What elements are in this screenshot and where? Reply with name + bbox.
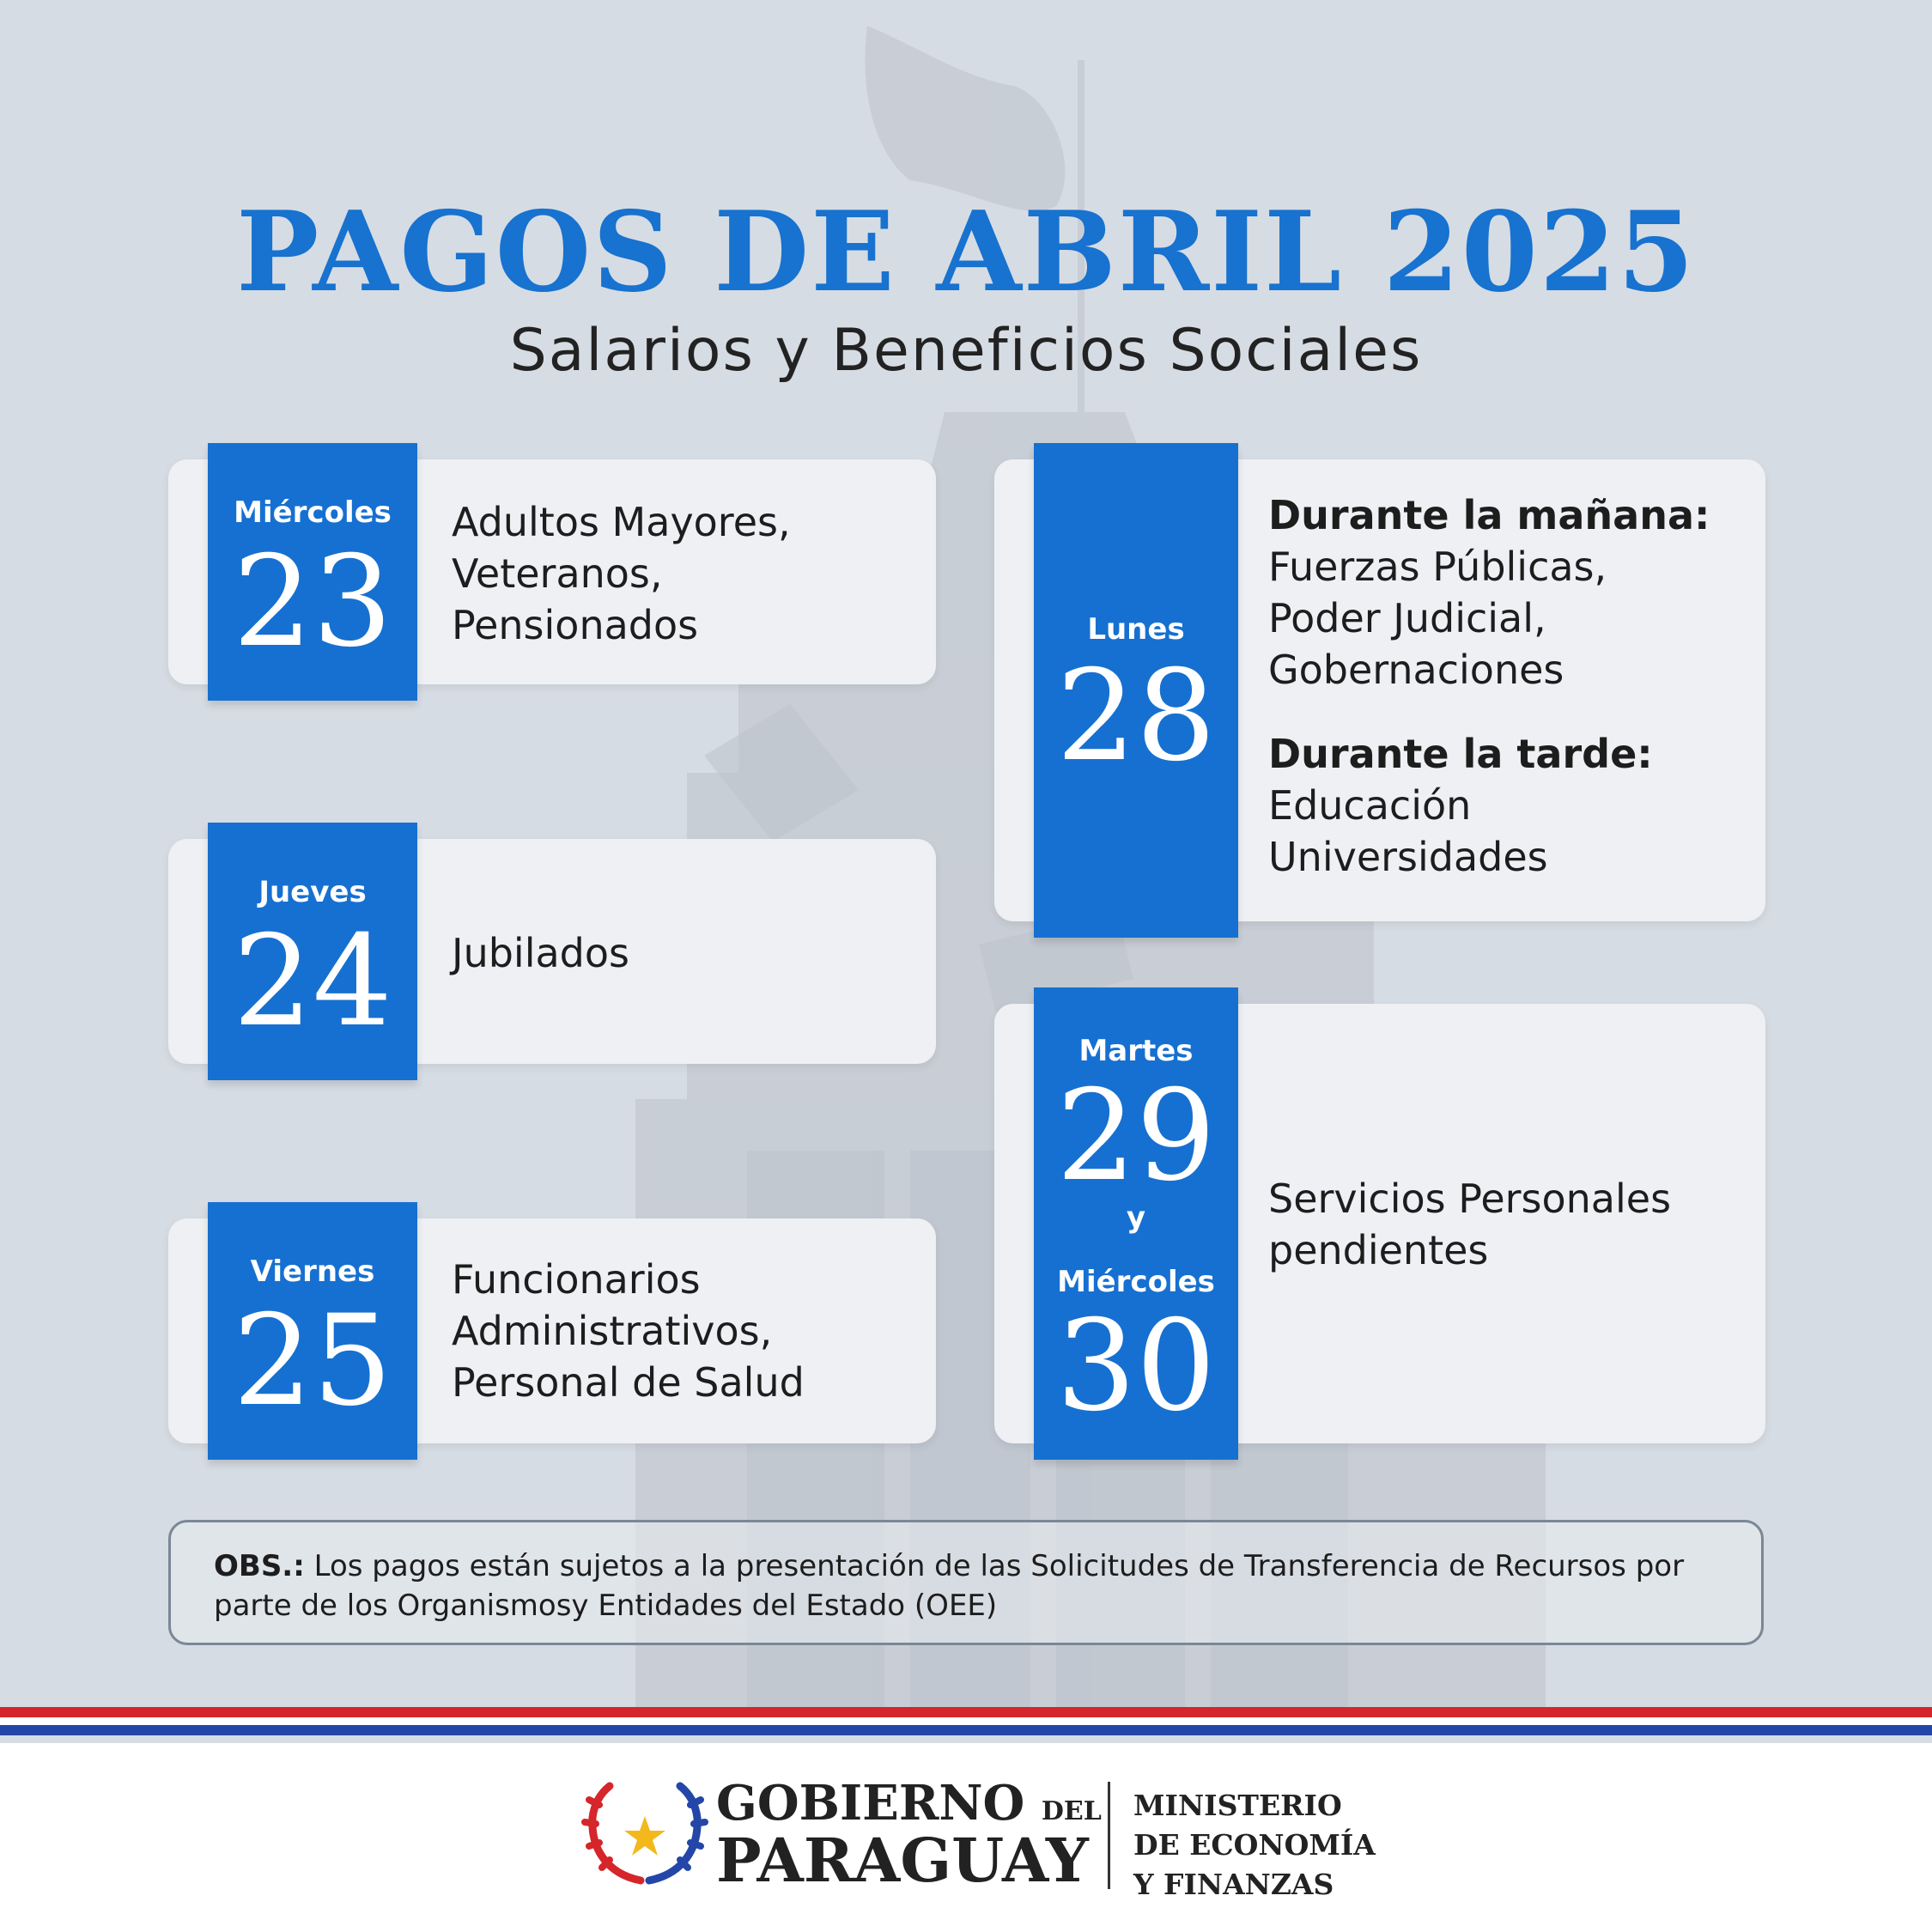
date-badge-23 bbox=[208, 443, 417, 701]
flag-stripe-white bbox=[0, 1717, 1932, 1725]
observation-note bbox=[168, 1520, 1764, 1645]
flag-stripe-red bbox=[0, 1707, 1932, 1717]
conjunction-label: y bbox=[1126, 1200, 1146, 1235]
note-text: Los pagos están sujetos a la presentación de las Solicitudes de Transferencia de Recursos por parte de los Organismosy Entidades del Estado (OEE) bbox=[214, 1549, 1685, 1623]
note-label: OBS.: bbox=[214, 1549, 305, 1583]
date-badge-25 bbox=[208, 1202, 417, 1460]
page-subtitle: Salarios y Beneficios Sociales bbox=[509, 317, 1423, 385]
day-number: 24 bbox=[233, 908, 392, 1054]
weekday-label: Martes bbox=[1078, 1034, 1194, 1068]
date-badge-24 bbox=[208, 823, 417, 1080]
card-text-23: Adultos Mayores, Veteranos, Pensionados bbox=[452, 499, 791, 648]
card-text-25: Funcionarios Administrativos, Personal de Salud bbox=[452, 1256, 805, 1406]
footer-divider bbox=[1108, 1782, 1110, 1889]
page-title: PAGOS DE ABRIL 2025 bbox=[236, 188, 1696, 317]
day-number: 25 bbox=[233, 1288, 392, 1434]
card-text-24: Jubilados bbox=[452, 930, 629, 976]
date-badge-28 bbox=[1034, 443, 1238, 938]
morning-heading: Durante la mañana: bbox=[1268, 492, 1710, 538]
weekday-label: Miércoles bbox=[234, 495, 392, 530]
flag-stripe-blue bbox=[0, 1725, 1932, 1735]
card-text-28: Durante la mañana: Fuerzas Públicas, Poder Judicial, Gobernaciones Durante la tarde: Educación Universidades bbox=[1268, 489, 1710, 883]
star-icon bbox=[623, 1814, 667, 1857]
date-badge-29-30 bbox=[1034, 987, 1238, 1460]
afternoon-heading: Durante la tarde: bbox=[1268, 731, 1653, 777]
day-number: 29 bbox=[1056, 1063, 1216, 1209]
day-number: 28 bbox=[1056, 643, 1216, 789]
weekday-label: Jueves bbox=[258, 875, 367, 909]
card-text-29-30: Servicios Personales pendientes bbox=[1268, 1176, 1672, 1273]
government-name-line2: PARAGUAY bbox=[716, 1825, 1089, 1896]
weekday-label: Lunes bbox=[1087, 612, 1185, 647]
day-number-2: 30 bbox=[1056, 1293, 1216, 1439]
government-name-line1: GOBIERNO DEL bbox=[716, 1775, 1102, 1832]
weekday-label: Viernes bbox=[250, 1255, 375, 1289]
ministry-name: MINISTERIO DE ECONOMÍA Y FINANZAS bbox=[1133, 1789, 1376, 1901]
weekday-label-2: Miércoles bbox=[1057, 1265, 1215, 1299]
day-number: 23 bbox=[233, 529, 392, 675]
